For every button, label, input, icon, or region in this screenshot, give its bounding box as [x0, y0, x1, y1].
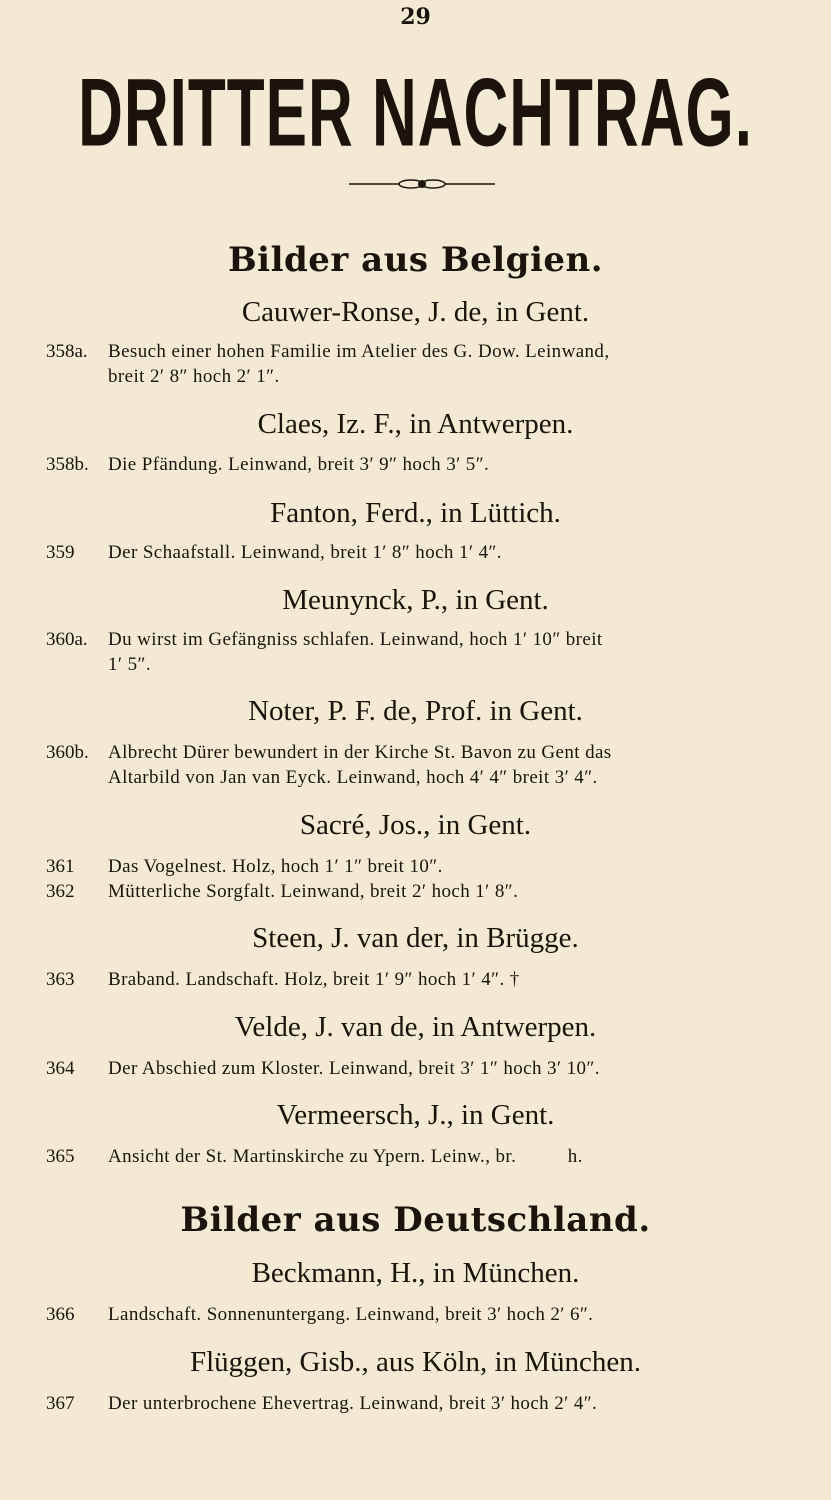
- entry-number: 360b.: [46, 742, 89, 763]
- entry-text-continued: Altarbild von Jan van Eyck. Leinwand, hoch 4′ 4″ breit 3′ 4″.: [108, 766, 598, 788]
- artist-name: Beckmann, H., in München.: [251, 1257, 580, 1289]
- artist-name: Meunynck, P., in Gent.: [282, 584, 549, 616]
- catalog-entry: [46, 968, 810, 993]
- entry-number: 366: [46, 1304, 75, 1325]
- artist-name: Claes, Iz. F., in Antwerpen.: [257, 408, 574, 440]
- entry-text: Der unterbrochene Ehevertrag. Leinwand, breit 3′ hoch 2′ 4″.: [108, 1393, 598, 1414]
- catalog-entry: [46, 1057, 810, 1082]
- catalog-entry: [46, 1303, 810, 1328]
- page-title: DRITTER NACHTRAG.: [78, 60, 753, 168]
- entry-number: 358a.: [46, 341, 88, 362]
- entry-number: 360a.: [46, 629, 88, 650]
- entry-text: Mütterliche Sorgfalt. Leinwand, breit 2′ hoch 1′ 8″.: [108, 881, 519, 902]
- artist-name: Flüggen, Gisb., aus Köln, in München.: [189, 1346, 642, 1378]
- catalog-entry: [46, 541, 810, 566]
- entry-text: Braband. Landschaft. Holz, breit 1′ 9″ hoch 1′ 4″. †: [108, 969, 520, 990]
- artist-name: Vermeersch, J., in Gent.: [276, 1099, 555, 1131]
- entry-text: Die Pfändung. Leinwand, breit 3′ 9″ hoch 3′ 5″.: [108, 454, 490, 475]
- entry-number: 365: [46, 1146, 75, 1167]
- catalog-entry: [46, 880, 810, 905]
- entry-number: 367: [46, 1393, 75, 1414]
- entry-text: Das Vogelnest. Holz, hoch 1′ 1″ breit 10″.: [108, 856, 443, 877]
- entry-text: Besuch einer hohen Familie im Atelier des G. Dow. Leinwand,: [108, 341, 610, 362]
- entry-text-continued: 1′ 5″.: [108, 653, 151, 675]
- section-heading: Bilder aus Belgien.: [227, 240, 604, 280]
- entry-number: 364: [46, 1058, 75, 1079]
- catalog-entry: [46, 340, 810, 389]
- entry-text: Ansicht der St. Martinskirche zu Ypern. Leinw., br. h.: [108, 1146, 583, 1167]
- entry-text: Landschaft. Sonnenuntergang. Leinwand, breit 3′ hoch 2′ 6″.: [108, 1304, 594, 1325]
- entry-text: Der Schaafstall. Leinwand, breit 1′ 8″ hoch 1′ 4″.: [108, 542, 502, 563]
- artist-name: Fanton, Ferd., in Lüttich.: [270, 497, 561, 529]
- catalog-entry: [46, 1145, 810, 1170]
- section-heading: Bilder aus Deutschland.: [180, 1200, 651, 1240]
- entry-number: 362: [46, 881, 75, 902]
- entry-number: 361: [46, 856, 75, 877]
- catalog-entry: [46, 741, 810, 790]
- catalog-entry: [46, 628, 810, 677]
- artist-name: Noter, P. F. de, Prof. in Gent.: [248, 695, 583, 727]
- catalog-entry: [46, 453, 810, 478]
- entry-number: 358b.: [46, 454, 89, 475]
- entry-number: 363: [46, 969, 75, 990]
- catalog-entry: [46, 1392, 810, 1417]
- catalog-entry: [46, 855, 810, 880]
- entry-text: Der Abschied zum Kloster. Leinwand, breit 3′ 1″ hoch 3′ 10″.: [108, 1058, 600, 1079]
- entry-number: 359: [46, 542, 75, 563]
- artist-name: Sacré, Jos., in Gent.: [299, 809, 532, 841]
- page-number: 29: [400, 4, 431, 30]
- artist-name: Velde, J. van de, in Antwerpen.: [234, 1011, 597, 1043]
- ornament-divider-icon: [347, 172, 497, 196]
- entry-text-continued: breit 2′ 8″ hoch 2′ 1″.: [108, 365, 280, 387]
- entry-text: Du wirst im Gefängniss schlafen. Leinwand, hoch 1′ 10″ breit: [108, 629, 603, 650]
- entry-text: Albrecht Dürer bewundert in der Kirche St. Bavon zu Gent das: [108, 742, 612, 763]
- artist-name: Cauwer-Ronse, J. de, in Gent.: [241, 296, 590, 328]
- artist-name: Steen, J. van der, in Brügge.: [252, 922, 579, 954]
